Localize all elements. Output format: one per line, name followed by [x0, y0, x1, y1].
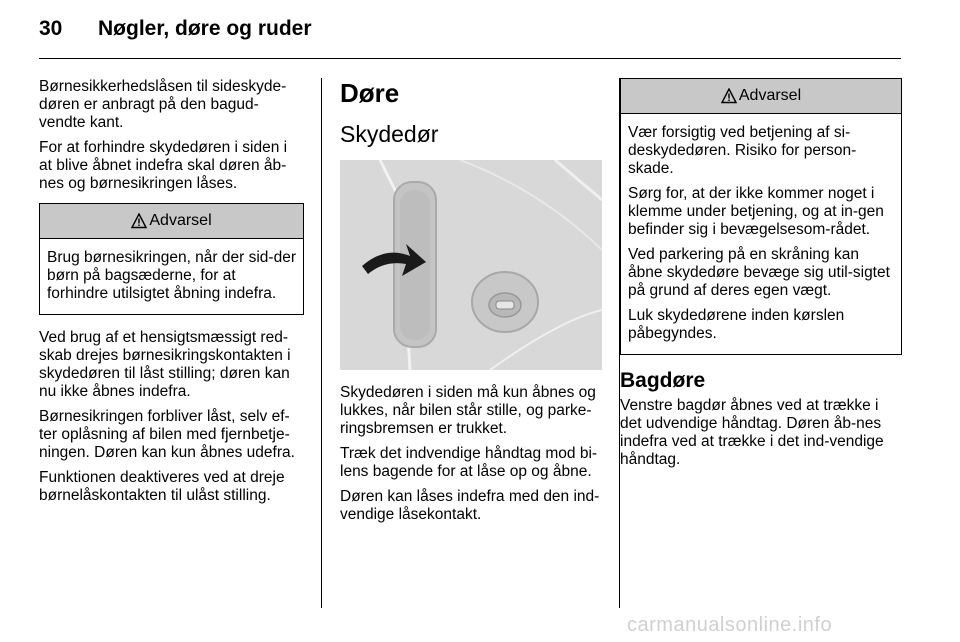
warning-text: Vær forsigtig ved betjening af si-deskydedøren. Risiko for person-skade.: [628, 124, 857, 177]
column-1: [39, 78, 304, 512]
paragraph: Børnesikringen forbliver låst, selv ef-ter oplåsning af bilen med fjernbetje-ningen. Døren kan kun åbnes udefra.: [39, 408, 295, 461]
warning-box: [39, 203, 304, 315]
page-title: Nøgler, døre og ruder: [98, 17, 312, 40]
paragraph: Ved brug af et hensigtsmæssigt red-skab drejes børnesikringskontakten i skydedøren til låst stilling; døren kan nu ikke åbnes indefra.: [39, 329, 291, 400]
warning-triangle-icon: [721, 88, 737, 104]
page-header: [0, 0, 960, 58]
paragraph: Venstre bagdør åbnes ved at trække i det udvendige håndtag. Døren åb-nes indefra ved at trække i det ind-vendige håndtag.: [620, 397, 884, 468]
paragraph: Børnesikkerhedslåsen til sideskyde-døren er anbragt på den bagud-vendte kant.: [39, 78, 287, 131]
subsection-heading: Skydedør: [340, 121, 439, 147]
paragraph: Skydedøren i siden må kun åbnes og lukkes, når bilen står stille, og parke-ringsbremsen er trukket.: [340, 384, 596, 437]
watermark: carmanualsonline.info: [627, 614, 833, 636]
paragraph: Træk det indvendige håndtag mod bi-lens bagende for at låse op og åbne.: [340, 445, 598, 480]
column-divider-1: [321, 78, 322, 608]
column-divider-2-visible: [619, 78, 620, 608]
warning-text: Luk skydedørene inden kørslen påbegyndes.: [628, 307, 845, 342]
warning-triangle-icon: [131, 213, 147, 229]
warning-body: [40, 239, 303, 314]
warning-title: Advarsel: [149, 212, 212, 229]
section-heading: Døre: [340, 78, 400, 108]
warning-box: [620, 78, 902, 355]
warning-text: Brug børnesikringen, når der sid-der børn på bagsæderne, for at forhindre utilsigtet åbning indefra.: [47, 249, 296, 302]
column-2: [340, 78, 605, 531]
sliding-door-handle-illustration: [340, 160, 602, 370]
warning-title: Advarsel: [738, 87, 802, 104]
warning-text: Ved parkering på en skråning kan åbne skydedøre bevæge sig util-sigtet på grund af deres egen vægt.: [628, 246, 890, 299]
warning-header: [621, 79, 901, 114]
door-handle-figure: [340, 160, 602, 370]
warning-text: Sørg for, at der ikke kommer noget i klemme under betjening, og at in-gen befinder sig i bevægelsesom-rådet.: [628, 185, 884, 238]
page-number: 30: [39, 17, 63, 40]
section-heading: Bagdøre: [620, 369, 706, 392]
header-rule: [39, 58, 901, 59]
warning-body: [621, 114, 901, 354]
warning-header: [40, 204, 303, 239]
column-3: [620, 78, 902, 476]
paragraph: Døren kan låses indefra med den ind-vendige låsekontakt.: [340, 488, 600, 523]
paragraph: For at forhindre skydedøren i siden i at blive åbnet indefra skal døren åb-nes og børnesikringen låses.: [39, 139, 288, 192]
paragraph: Funktionen deaktiveres ved at dreje børnelåskontakten til ulåst stilling.: [39, 469, 285, 504]
